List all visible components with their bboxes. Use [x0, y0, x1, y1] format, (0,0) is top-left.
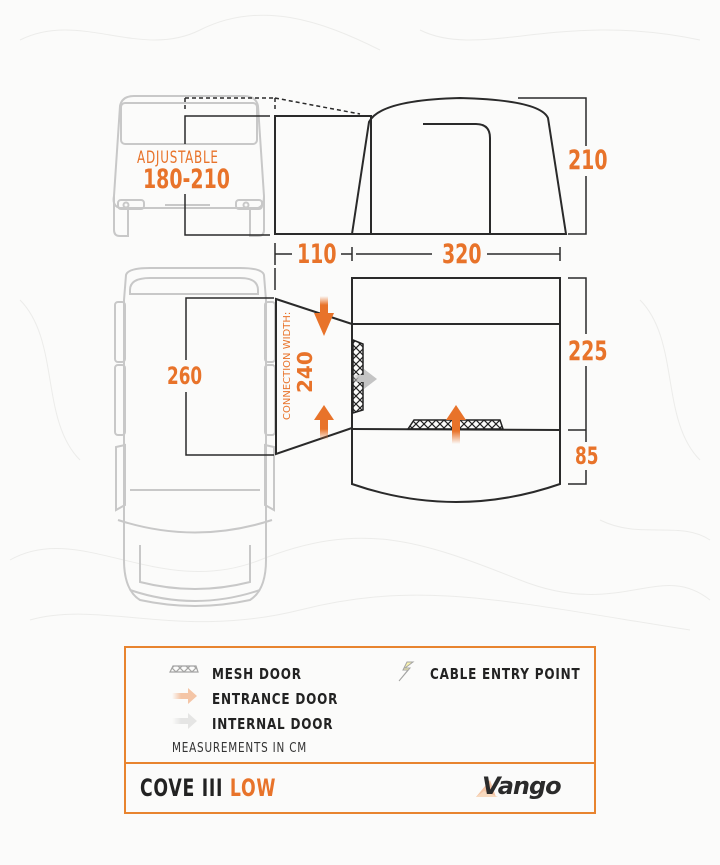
vehicle-height-value: 180-210	[143, 164, 230, 195]
legend-internal-door-label: INTERNAL DOOR	[212, 715, 334, 733]
product-model: COVE III	[140, 774, 224, 802]
legend-divider	[126, 762, 594, 764]
main-length-value: 320	[442, 239, 482, 270]
legend-cable-entry-label: CABLE ENTRY POINT	[430, 665, 581, 683]
connection-width-value: 240	[293, 351, 317, 393]
connector-length-value: 110	[297, 239, 337, 270]
legend-mesh-door-label: MESH DOOR	[212, 665, 302, 683]
van-top-outline	[115, 268, 275, 606]
connection-width-label: CONNECTION WIDTH:	[282, 311, 293, 420]
porch-depth-value: 85	[575, 442, 599, 470]
tent-height-value: 210	[568, 145, 608, 176]
entrance-door-arrow-icon	[314, 296, 334, 336]
roof-height-dashed-line	[185, 98, 360, 114]
legend-entrance-door-label: ENTRANCE DOOR	[212, 690, 339, 708]
product-title	[140, 774, 276, 802]
measurements-note: MEASUREMENTS IN CM	[172, 741, 308, 756]
main-depth-value: 225	[568, 336, 608, 367]
tent-top-plan	[352, 278, 560, 502]
tent-side-profile	[275, 98, 566, 234]
adjustable-label: ADJUSTABLE	[137, 148, 219, 168]
product-variant: LOW	[229, 774, 277, 802]
brand-logo-text: Vango	[482, 772, 561, 800]
vehicle-length-value: 260	[167, 362, 203, 390]
legend-panel	[124, 646, 596, 814]
